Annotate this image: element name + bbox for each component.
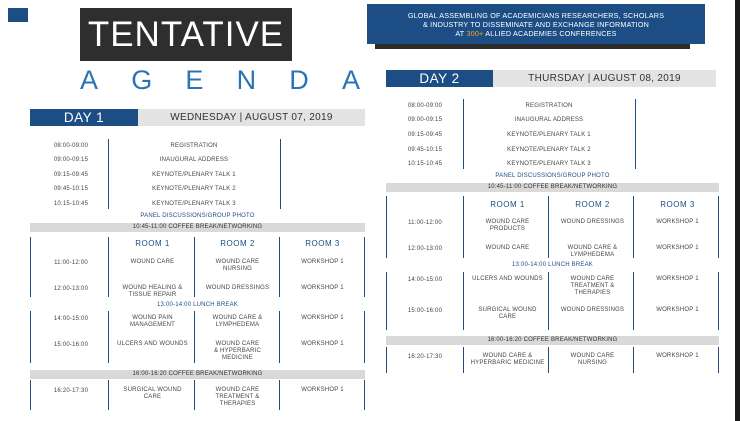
session-line: WORKSHOP 1 <box>301 315 344 321</box>
time-slot: 09:15-09:45 <box>407 132 443 138</box>
session-line: WOUND DRESSINGS <box>560 307 625 313</box>
session-line: MEDICINE <box>222 355 253 361</box>
coffee-break: 10:45-11:00 COFFEE BREAK/NETWORKING <box>386 183 719 192</box>
column-divider <box>463 272 464 330</box>
session-line: WORKSHOP 1 <box>301 285 344 291</box>
room-session <box>465 307 550 321</box>
session-line: LYMPHEDEMA <box>570 252 615 258</box>
session-line: TREATMENT & <box>570 283 615 289</box>
session-line: WOUND CARE <box>485 219 530 225</box>
time-slot: 12:00-13:00 <box>53 286 89 292</box>
session-line: SURGICAL WOUND <box>478 307 537 313</box>
time-slot: 09:45-10:15 <box>53 186 89 192</box>
session-title: KEYNOTE/PLENARY TALK 3 <box>152 201 236 207</box>
room-session <box>635 307 720 314</box>
session-title: REGISTRATION <box>525 103 573 109</box>
session-title: KEYNOTE/PLENARY TALK 2 <box>507 147 591 153</box>
time-slot: 14:00-15:00 <box>407 277 443 283</box>
day2-date: THURSDAY | AUGUST 08, 2019 <box>493 70 716 87</box>
session-line: WOUND CARE <box>570 276 615 282</box>
lunch-break: 13:00-14:00 LUNCH BREAK <box>512 262 593 268</box>
time-slot: 12:00-13:00 <box>407 246 443 252</box>
session-line: WOUND DRESSINGS <box>560 219 625 225</box>
room-header: ROOM 1 <box>135 239 170 248</box>
session-line: WOUND PAIN <box>132 315 173 321</box>
session-line: WOUND CARE <box>485 245 530 251</box>
coffee-break: 16:00-16:20 COFFEE BREAK/NETWORKING <box>30 370 365 379</box>
time-slot: 09:15-09:45 <box>53 172 89 178</box>
session-title: KEYNOTE/PLENARY TALK 3 <box>507 161 591 167</box>
session-line: MANAGEMENT <box>129 322 175 328</box>
column-divider <box>386 196 387 258</box>
session-line: ULCERS AND WOUNDS <box>472 276 543 282</box>
column-divider <box>548 272 549 330</box>
room-session <box>550 307 635 314</box>
day1-date: WEDNESDAY | AUGUST 07, 2019 <box>138 109 365 126</box>
agenda-letter: N <box>236 65 257 95</box>
session-line: THERAPIES <box>574 290 611 296</box>
session-line: NURSING <box>577 360 608 366</box>
room-session <box>465 353 550 367</box>
room-header: ROOM 3 <box>660 200 695 209</box>
banner-highlight: 300+ <box>466 29 484 38</box>
session-title: KEYNOTE/PLENARY TALK 2 <box>152 186 236 192</box>
session-line: WOUND CARE <box>215 259 260 265</box>
tentative-title: TENTATIVE <box>80 8 292 61</box>
column-divider <box>548 347 549 373</box>
room-session <box>550 245 635 259</box>
session-line: WORKSHOP 1 <box>301 387 344 393</box>
session-line: WORKSHOP 1 <box>656 353 699 359</box>
time-slot: 09:00-09:15 <box>53 157 89 163</box>
session-line: PRODUCTS <box>489 226 526 232</box>
column-divider <box>633 272 634 330</box>
room-header: ROOM 1 <box>490 200 525 209</box>
room-header: ROOM 3 <box>305 239 340 248</box>
session-title: KEYNOTE/PLENARY TALK 1 <box>507 132 591 138</box>
time-slot: 16:20-17:30 <box>407 354 443 360</box>
agenda-letter: A <box>80 65 99 95</box>
room-session <box>635 353 720 360</box>
session-line: WOUND DRESSINGS <box>205 285 270 291</box>
time-slot: 14:00-15:00 <box>53 316 89 322</box>
session-line: TREATMENT & <box>215 394 260 400</box>
session-line: HYPERBARIC MEDICINE <box>470 360 545 366</box>
time-slot: 10:15-10:45 <box>407 161 443 167</box>
column-divider <box>463 347 464 373</box>
time-slot: 09:00-09:15 <box>407 117 443 123</box>
column-divider <box>463 196 464 258</box>
time-slot: 16:20-17:30 <box>53 388 89 394</box>
column-divider <box>718 196 719 258</box>
column-divider <box>718 272 719 330</box>
session-line: WORKSHOP 1 <box>656 219 699 225</box>
session-line: WOUND CARE & <box>567 245 618 251</box>
column-divider <box>633 196 634 258</box>
session-title: KEYNOTE/PLENARY TALK 1 <box>152 172 236 178</box>
column-divider <box>548 196 549 258</box>
time-slot: 10:15-10:45 <box>53 201 89 207</box>
room-session <box>550 276 635 297</box>
session-line: WORKSHOP 1 <box>656 307 699 313</box>
session-line: WORKSHOP 1 <box>301 341 344 347</box>
session-line: WOUND CARE <box>130 259 175 265</box>
session-line: WOUND CARE & <box>482 353 533 359</box>
banner-text: ALLIED ACADEMIES CONFERENCES <box>483 29 617 38</box>
banner-text: AT <box>455 29 467 38</box>
session-line: NURSING <box>222 266 253 272</box>
room-session <box>635 245 720 252</box>
time-slot: 08:00-09:00 <box>407 103 443 109</box>
session-line: & HYPERBARIC <box>213 348 262 354</box>
coffee-break: 10:45-11:00 COFFEE BREAK/NETWORKING <box>30 223 365 232</box>
room-session <box>550 353 635 367</box>
session-title: REGISTRATION <box>170 143 218 149</box>
time-slot: 11:00-12:00 <box>54 260 88 266</box>
agenda-letter: E <box>185 65 204 95</box>
time-slot: 09:45-10:15 <box>407 147 443 153</box>
session-line: THERAPIES <box>219 401 256 407</box>
agenda-letter: D <box>289 65 309 95</box>
time-slot: 11:00-12:00 <box>408 220 442 226</box>
session-line: WOUND CARE <box>215 341 260 347</box>
column-divider <box>718 347 719 373</box>
column-divider <box>386 347 387 373</box>
time-slot: 15:00-16:00 <box>407 308 443 314</box>
session-line: WOUND CARE & <box>212 315 263 321</box>
column-divider <box>463 99 464 169</box>
agenda-letter: A <box>341 65 360 95</box>
panel-discussion: PANEL DISCUSSIONS/GROUP PHOTO <box>495 173 610 179</box>
banner-line-2: & INDUSTRY TO DISSEMINATE AND EXCHANGE INFORMATION <box>422 20 650 29</box>
room-session <box>465 219 550 233</box>
session-line: LYMPHEDEMA <box>215 322 260 328</box>
session-line: CARE <box>143 394 162 400</box>
session-line: WOUND CARE <box>570 353 615 359</box>
banner-line-1: GLOBAL ASSEMBLING OF ACADEMICIANS RESEARCHERS, SCHOLARS <box>407 11 665 20</box>
session-line: CARE <box>498 314 517 320</box>
session-line: WORKSHOP 1 <box>656 245 699 251</box>
day1-label: DAY 1 <box>30 109 138 126</box>
column-divider <box>635 99 636 169</box>
session-line: WOUND HEALING & <box>122 285 183 291</box>
time-slot: 08:00-09:00 <box>53 143 89 149</box>
room-session <box>465 245 550 252</box>
session-line: ULCERS AND WOUNDS <box>117 341 188 347</box>
coffee-break: 16:00-16:20 COFFEE BREAK/NETWORKING <box>386 336 719 345</box>
room-session <box>550 219 635 226</box>
agenda-letter: G <box>131 65 153 95</box>
column-divider <box>386 272 387 330</box>
day2-label: DAY 2 <box>386 70 493 87</box>
room-session <box>635 276 720 283</box>
session-line: WORKSHOP 1 <box>301 259 344 265</box>
session-line: TISSUE REPAIR <box>128 292 177 298</box>
room-header: ROOM 2 <box>220 239 255 248</box>
page-edge <box>735 0 740 421</box>
panel-discussion: PANEL DISCUSSIONS/GROUP PHOTO <box>140 213 255 219</box>
lunch-break: 13:00-14:00 LUNCH BREAK <box>157 302 238 308</box>
column-divider <box>633 347 634 373</box>
session-title: INAUGURAL ADDRESS <box>514 117 584 123</box>
session-line: SURGICAL WOUND <box>123 387 182 393</box>
room-session <box>635 219 720 226</box>
room-header: ROOM 2 <box>575 200 610 209</box>
time-slot: 15:00-16:00 <box>53 342 89 348</box>
session-title: INAUGURAL ADDRESS <box>159 157 229 163</box>
session-line: WOUND CARE <box>215 387 260 393</box>
session-line: WORKSHOP 1 <box>656 276 699 282</box>
room-session <box>465 276 550 283</box>
